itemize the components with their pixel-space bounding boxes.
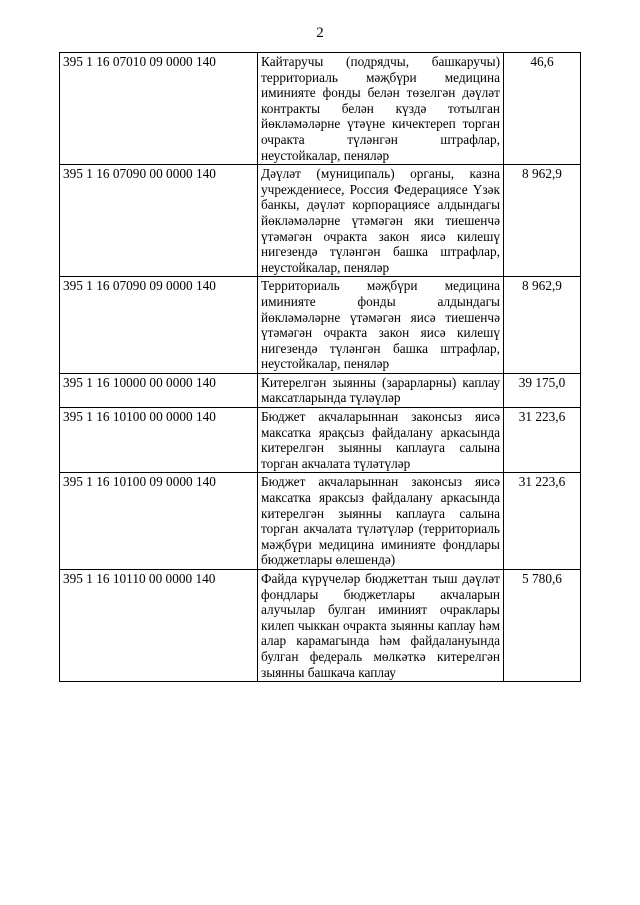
revenue-description: Территориаль мәҗбүри медицина иминияте фонды алдындагы йөкләмәләрне үтәмәгән яисә тиешенчә үтәмәгән очракта закон яисә килешү нигезендә түләнгән башка штрафлар, неустойкалар, пеняләр	[258, 277, 504, 374]
table-row	[60, 277, 581, 374]
amount-value: 8 962,9	[504, 165, 581, 277]
classification-code: 395 1 16 10100 09 0000 140	[60, 473, 258, 570]
revenue-description: Кайтаручы (подрядчы, башкаручы) территориаль мәҗбүри медицина иминияте фонды белән төзелгән дәүләт контракты белән күздә тотылган йөкләмәләрне үтәүне кичектереп торган очракта түләнгән штрафлар, неустойкалар, пеняләр	[258, 53, 504, 165]
classification-code: 395 1 16 07010 09 0000 140	[60, 53, 258, 165]
table-row	[60, 165, 581, 277]
table-row	[60, 570, 581, 682]
amount-value: 31 223,6	[504, 408, 581, 473]
table-row	[60, 373, 581, 407]
classification-code: 395 1 16 07090 09 0000 140	[60, 277, 258, 374]
classification-code: 395 1 16 07090 00 0000 140	[60, 165, 258, 277]
budget-table	[59, 52, 581, 682]
amount-value: 5 780,6	[504, 570, 581, 682]
table-row	[60, 53, 581, 165]
amount-value: 8 962,9	[504, 277, 581, 374]
classification-code: 395 1 16 10100 00 0000 140	[60, 408, 258, 473]
page-number: 2	[316, 25, 324, 41]
classification-code: 395 1 16 10110 00 0000 140	[60, 570, 258, 682]
table-row	[60, 473, 581, 570]
revenue-description: Дәүләт (муниципаль) органы, казна учреждениесе, Россия Федерациясе Үзәк банкы, дәүләт корпорациясе алдындагы йөкләмәләрне үтәмәгән яки тиешенчә үтәмәгән очракта закон яисә килешү нигезендә түләнгән башка штрафлар, неустойкалар, пеняләр	[258, 165, 504, 277]
amount-value: 31 223,6	[504, 473, 581, 570]
revenue-description: Бюджет акчаларыннан законсыз яисә максатка яраксыз файдалану аркасында китерелгән зыянны каплауга салына торган акчалата түләтүләр (территориаль мәҗбүри медицина иминияте фондлары бюджетлары өлешендә)	[258, 473, 504, 570]
amount-value: 46,6	[504, 53, 581, 165]
revenue-description: Китерелгән зыянны (зарарларны) каплау максатларында түләүләр	[258, 373, 504, 407]
amount-value: 39 175,0	[504, 373, 581, 407]
classification-code: 395 1 16 10000 00 0000 140	[60, 373, 258, 407]
table-row	[60, 408, 581, 473]
revenue-description: Бюджет акчаларыннан законсыз яисә максатка ярақсыз файдалану аркасында китерелгән зыянны каплауга салына торган акчалата түләтүләр	[258, 408, 504, 473]
revenue-description: Файда күрүчеләр бюджеттан тыш дәүләт фондлары бюджетлары акчаларын алучылар булган иминият очраклары килеп чыккан очракта зыянны каплау һәм алар карамагында һәм файдалануында булган федераль мөлкәткә китерелгән зыянны башкача каплау	[258, 570, 504, 682]
